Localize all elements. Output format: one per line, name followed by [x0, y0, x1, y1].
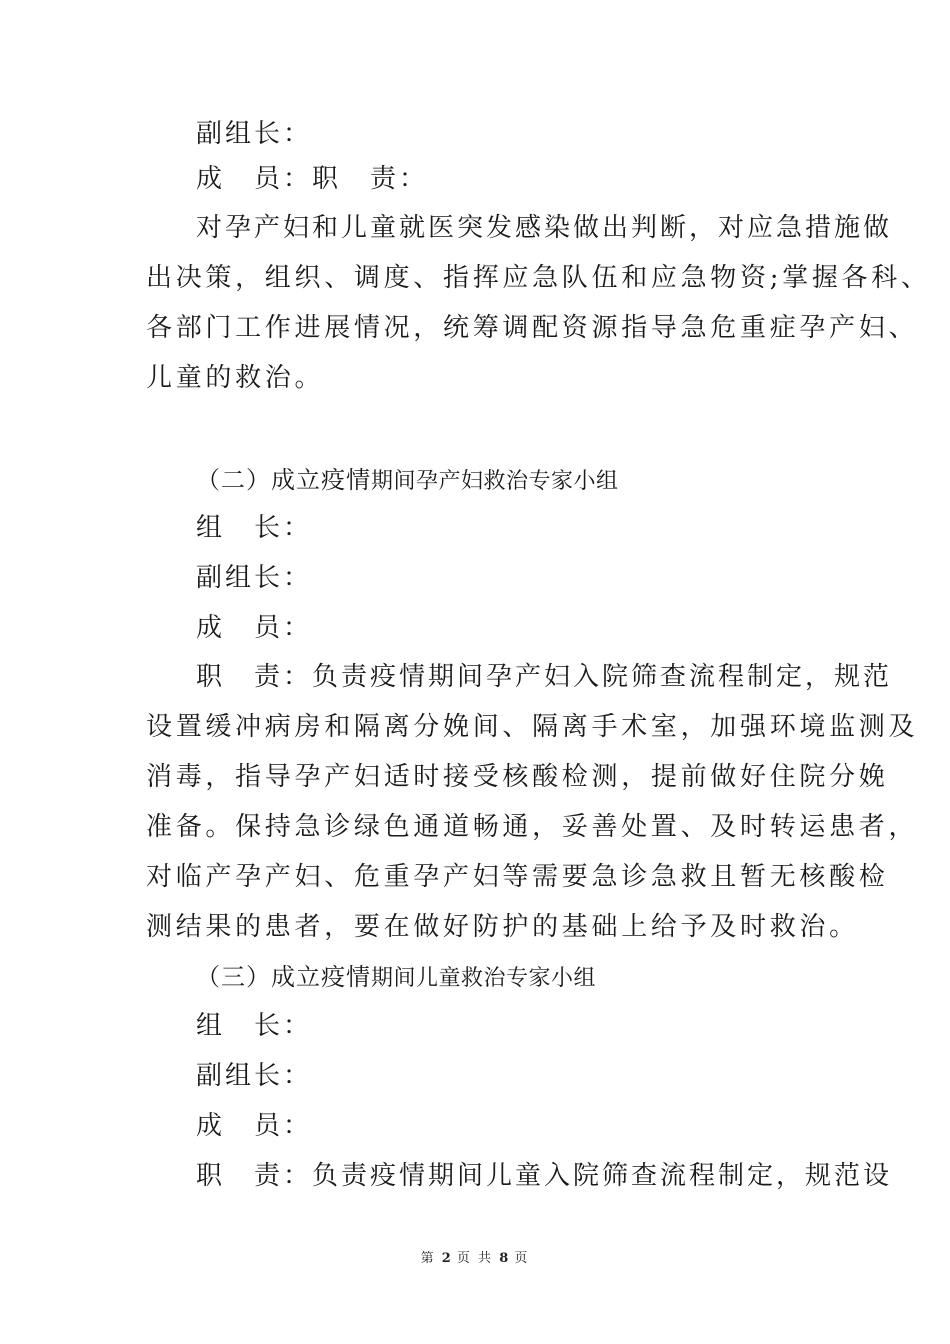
- members-line-2: 成 员：: [196, 613, 313, 643]
- duty-text-line: 对临产孕产妇、危重孕产妇等需要急诊急救且暂无核酸检: [146, 862, 889, 892]
- page-number: 2: [441, 1251, 451, 1266]
- total-pages: 8: [499, 1251, 509, 1266]
- section-heading-3: [196, 961, 596, 995]
- deputy-leader-line-2: 副组长：: [196, 563, 313, 593]
- duty-text-line: 准备。保持急诊绿色通道畅通，妥善处置、及时转运患者，: [146, 812, 919, 842]
- section-heading-2: [196, 464, 619, 498]
- duty-text-line: 测结果的患者，要在做好防护的基础上给予及时救治。: [146, 912, 859, 942]
- deputy-leader-line-1: 副组长：: [196, 119, 313, 149]
- footer-middle: 页 共: [456, 1251, 494, 1266]
- section-heading-2-suffix: 期间孕产妇救治专家小组: [371, 469, 619, 494]
- footer-suffix: 页: [514, 1251, 530, 1266]
- members-line-3: 成 员：: [196, 1111, 313, 1141]
- leader-line-3: 组 长：: [196, 1011, 313, 1041]
- section-heading-2-prefix: （二）成立疫情: [196, 466, 371, 494]
- members-duties-line-1: 成 员：职 责：: [196, 164, 429, 194]
- section-heading-3-suffix: 期间儿童救治专家小组: [371, 966, 597, 991]
- duty-text-line: 对孕产妇和儿童就医突发感染做出判断，对应急措施做: [196, 213, 893, 243]
- duty-text-line: 设置缓冲病房和隔离分娩间、隔离手术室，加强环境监测及: [146, 712, 919, 742]
- deputy-leader-line-3: 副组长：: [196, 1061, 313, 1091]
- footer-prefix: 第: [420, 1251, 436, 1266]
- duty-text-line: 各部门工作进展情况，统筹调配资源指导急危重症孕产妇、: [146, 313, 919, 343]
- duty-text-line: 职 责：负责疫情期间儿童入院筛查流程制定，规范设: [196, 1161, 893, 1191]
- duty-text-line: 儿童的救治。: [146, 363, 325, 393]
- leader-line-2: 组 长：: [196, 513, 313, 543]
- section-heading-3-prefix: （三）成立疫情: [196, 963, 371, 991]
- duty-text-line: 消毒，指导孕产妇适时接受核酸检测，提前做好住院分娩: [146, 762, 889, 792]
- duty-text-line: 出决策，组织、调度、指挥应急队伍和应急物资;掌握各科、: [146, 263, 931, 293]
- page-footer: [0, 1251, 950, 1267]
- duty-text-line: 职 责：负责疫情期间孕产妇入院筛查流程制定，规范: [196, 662, 893, 692]
